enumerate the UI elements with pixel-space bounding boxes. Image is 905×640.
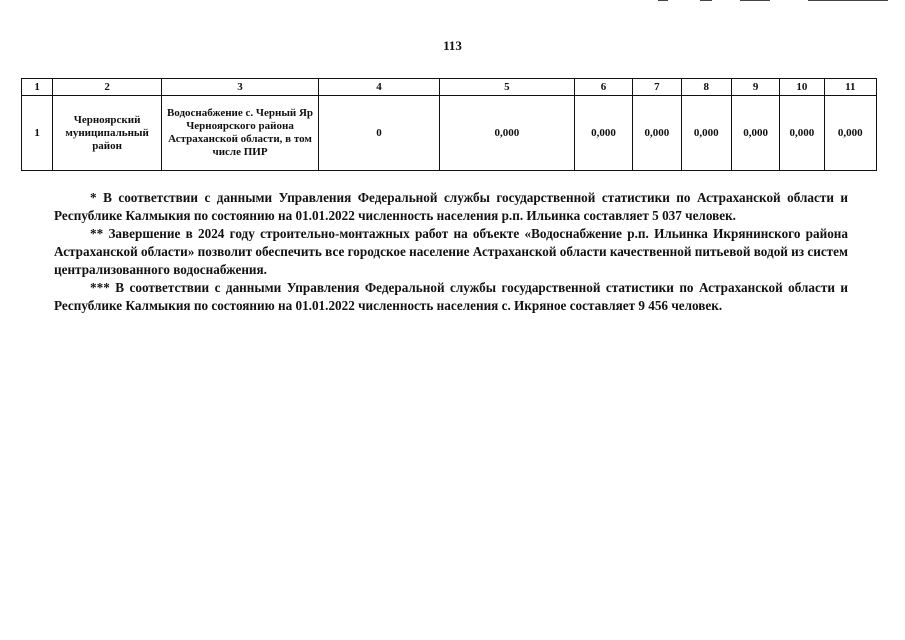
column-header: 5 xyxy=(439,79,574,96)
table-row xyxy=(22,96,877,171)
table-cell: 0,000 xyxy=(439,96,574,171)
column-header: 11 xyxy=(824,79,876,96)
footnote-3: *** В соответствии с данными Управления Федеральной службы государственной статистики по Астраханской области и Республике Калмыкия по состоянию на 01.01.2022 численность населения с. Икряное составляет 9 456 человек. xyxy=(54,280,848,313)
table-cell: 0,000 xyxy=(824,96,876,171)
table-cell: Черноярский муниципальный район xyxy=(53,96,162,171)
column-header: 10 xyxy=(780,79,824,96)
column-header: 7 xyxy=(633,79,681,96)
table-header-row xyxy=(22,79,877,96)
top-scan-marks xyxy=(640,0,905,3)
footnote-1: * В соответствии с данными Управления Федеральной службы государственной статистики по Астраханской области и Республике Калмыкия по состоянию на 01.01.2022 численность населения р.п. Ильинка составляет 5 037 человек. xyxy=(54,190,848,223)
column-header: 9 xyxy=(731,79,779,96)
table-cell: 0 xyxy=(319,96,440,171)
column-header: 1 xyxy=(22,79,53,96)
table-cell: 0,000 xyxy=(633,96,681,171)
page-number: 113 xyxy=(443,38,462,53)
table-cell: 0,000 xyxy=(574,96,632,171)
table-cell: 1 xyxy=(22,96,53,171)
table-cell: 0,000 xyxy=(731,96,779,171)
column-header: 8 xyxy=(681,79,731,96)
footnote-2: ** Завершение в 2024 году строительно-монтажных работ на объекте «Водоснабжение р.п. Ильинка Икрянинского района Астраханской области» позволит обеспечить все городское население Астраханской области качественной питьевой водой из систем централизованного водоснабжения. xyxy=(54,226,848,277)
column-header: 4 xyxy=(319,79,440,96)
table-cell: Водоснабжение с. Черный Яр Черноярского района Астраханской области, в том числе ПИР xyxy=(161,96,318,171)
table-cell: 0,000 xyxy=(681,96,731,171)
data-table xyxy=(21,78,877,171)
footnotes xyxy=(54,189,848,315)
table-cell: 0,000 xyxy=(780,96,824,171)
column-header: 6 xyxy=(574,79,632,96)
column-header: 2 xyxy=(53,79,162,96)
column-header: 3 xyxy=(161,79,318,96)
